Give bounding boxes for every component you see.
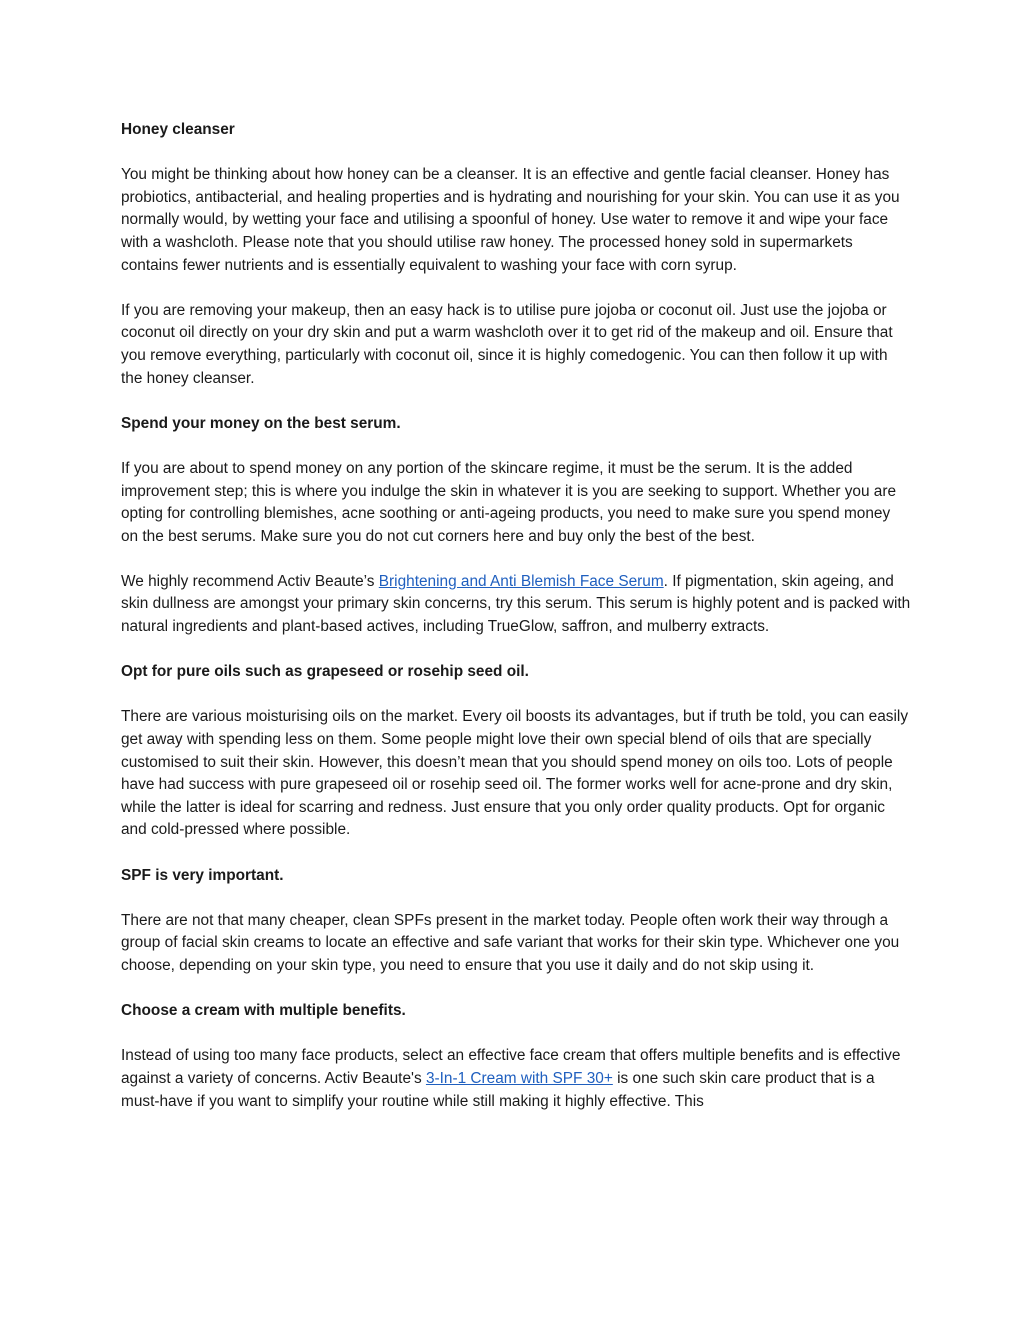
link-3-in-1-cream[interactable]: 3-In-1 Cream with SPF 30+ [425, 1069, 613, 1087]
paragraph: You might be thinking about how honey can be a cleanser. It is an effective and gentle facial cleanser. Honey has probiotics, antibacterial, and healing properties and is hydrating and nourishing for your skin. You can use it as you normally would, by wetting your face and utilising a spoonful of honey. Use water to remove it and wipe your face with a washcloth. Please note that you should utilise raw honey. The processed honey sold in supermarkets contains fewer nutrients and is essentially equivalent to washing your face with corn syrup. [121, 166, 900, 274]
paragraph-serum-recommendation [121, 571, 911, 639]
heading-cream: Choose a cream with multiple benefits. [121, 1002, 406, 1020]
paragraph-cream-recommendation [121, 1045, 911, 1113]
paragraph: If you are about to spend money on any portion of the skincare regime, it must be the serum. It is the added improvement step; this is where you indulge the skin in whatever it is you are seeking to support. Whether you are opting for controlling blemishes, acne soothing or anti-ageing products, you need to make sure you spend money on the best serums. Make sure you do not cut corners here and buy only the best of the best. [121, 459, 897, 545]
text-segment: Instead of using too many face products, select an effective face cream that offers multiple benefits and is effective against a variety of concerns. Activ Beaute's [121, 1047, 901, 1087]
text-segment: is one such skin care product that is a must-have if you want to simplify your routine while still making it highly effective. This [121, 1069, 875, 1110]
document-page [121, 119, 911, 1136]
heading-pure-oils: Opt for pure oils such as grapeseed or rosehip seed oil. [121, 663, 529, 681]
heading-spf: SPF is very important. [121, 866, 284, 884]
paragraph: There are not that many cheaper, clean SPFs present in the market today. People often work their way through a group of facial skin creams to locate an effective and safe variant that works for their skin type. Whichever one you choose, depending on your skin type, you need to ensure that you use it daily and do not skip using it. [121, 911, 900, 974]
link-face-serum[interactable]: Brightening and Anti Blemish Face Serum [378, 572, 664, 590]
heading-honey-cleanser: Honey cleanser [121, 121, 235, 138]
paragraph: There are various moisturising oils on the market. Every oil boosts its advantages, but if truth be told, you can easily get away with spending less on them. Some people might love their own special blend of oils that are specially customised to suit their skin. However, this doesn’t mean that you should spend money on oils too. Lots of people have had success with pure grapeseed oil or rosehip seed oil. The former works well for acne-prone and dry skin, while the latter is ideal for scarring and redness. Just ensure that you only order quality products. Opt for organic and cold-pressed where possible. [121, 708, 909, 839]
text-segment: . If pigmentation, skin ageing, and skin dullness are amongst your primary skin concerns, try this serum. This serum is highly potent and is packed with natural ingredients and plant-based actives, including TrueGlow, saffron, and mulberry extracts. [121, 572, 911, 636]
paragraph: If you are removing your makeup, then an easy hack is to utilise pure jojoba or coconut oil. Just use the jojoba or coconut oil directly on your dry skin and put a warm washcloth over it to get rid of the makeup and oil. Ensure that you remove everything, particularly with coconut oil, since it is highly comedogenic. You can then follow it up with the honey cleanser. [121, 301, 893, 387]
heading-serum: Spend your money on the best serum. [121, 414, 401, 432]
text-segment: We highly recommend Activ Beaute’s [121, 572, 379, 590]
